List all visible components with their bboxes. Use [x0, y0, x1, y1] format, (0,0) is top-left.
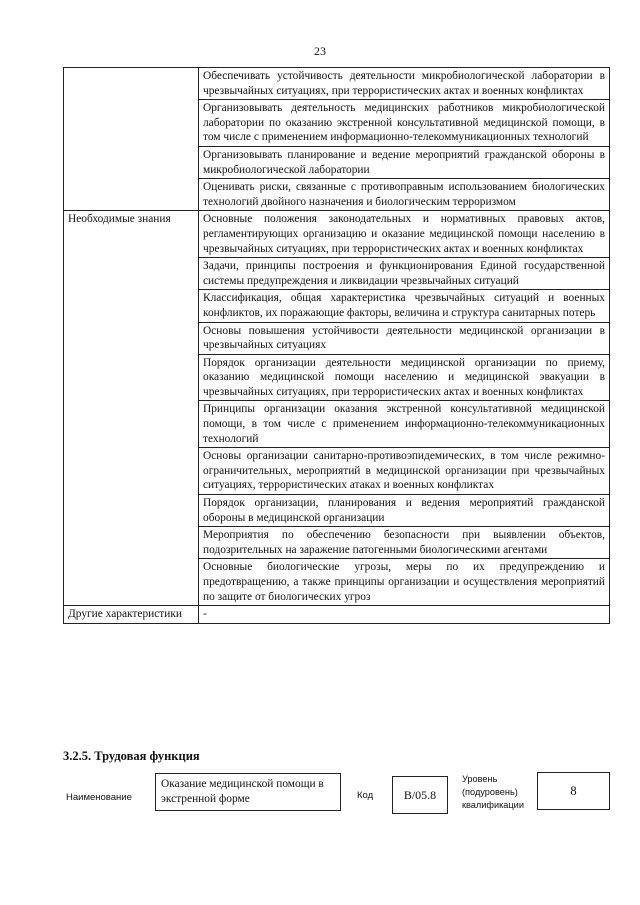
row-label: [64, 68, 199, 211]
row-text: Организовывать планирование и ведение мероприятий гражданской обороны в микробиологической лаборатории: [199, 146, 610, 178]
row-label: Необходимые знания: [64, 211, 199, 606]
row-text: Основные биологические угрозы, меры по их предупреждению и предотвращению, а также принципы организации и осуществления мероприятий по защите от биологических угроз: [199, 559, 610, 606]
row-label: Другие характеристики: [64, 606, 199, 624]
page-number: 23: [314, 44, 326, 58]
row-text: Мероприятия по обеспечению безопасности при выявлении объектов, подозрительных на заражение патогенными биологическими агентами: [199, 527, 610, 559]
name-value: Оказание медицинской помощи в экстренной форме: [155, 773, 341, 811]
row-text: Порядок организации деятельности медицинской организации по приему, оказанию медицинской помощи населению и медицинской эвакуации в чрезвычайных ситуациях, при террористических актах и военных конфликтах: [199, 354, 610, 401]
row-text: Организовывать деятельность медицинских работников микробиологической лаборатории по оказанию экстренной консультативной медицинской помощи, в том числе с применением информационно-телекоммуникационных технологий: [199, 100, 610, 147]
row-text: Основы повышения устойчивости деятельности медицинской организации в чрезвычайных ситуациях: [199, 322, 610, 354]
requirements-table: [63, 67, 610, 624]
qualification-level-value: 8: [537, 772, 610, 810]
row-text: Принципы организации оказания экстренной консультативной медицинской помощи, в том числе с применением информационно-телекоммуникационных технологий: [199, 401, 610, 448]
code-value: B/05.8: [392, 776, 448, 814]
row-text: Порядок организации, планирования и ведения мероприятий гражданской обороны в медицинской организации: [199, 495, 610, 527]
row-text: Основные положения законодательных и нормативных правовых актов, регламентирующих организацию и оказание медицинской помощи населению в чрезвычайных ситуациях, при террористических актах и военных конфликтах: [199, 211, 610, 258]
table-row: [64, 211, 610, 258]
table-row: [64, 606, 610, 624]
row-text: Задачи, принципы построения и функционирования Единой государственной системы предупреждения и ликвидации чрезвычайных ситуаций: [199, 258, 610, 290]
section-heading: 3.2.5. Трудовая функция: [63, 749, 200, 763]
row-text: Оценивать риски, связанные с противоправным использованием биологических технологий двойного назначения и биологическим терроризмом: [199, 179, 610, 211]
qualification-level-label: Уровень (подуровень) квалификации: [462, 774, 524, 810]
row-text: Обеспечивать устойчивость деятельности микробиологической лаборатории в чрезвычайных ситуациях, при террористических актах и военных конфликтах: [199, 68, 610, 100]
row-text: -: [199, 606, 610, 624]
row-text: Основы организации санитарно-противоэпидемических, в том числе режимно-ограничительных, мероприятий в медицинской организации при чрезвычайных ситуациях, террористических атаках и военных конфликтах: [199, 448, 610, 495]
code-label: Код: [357, 790, 374, 801]
row-text: Классификация, общая характеристика чрезвычайных ситуаций и военных конфликтов, их поражающие факторы, величина и структура санитарных потерь: [199, 290, 610, 322]
name-label: Наименование: [66, 792, 132, 803]
table-row: [64, 68, 610, 100]
